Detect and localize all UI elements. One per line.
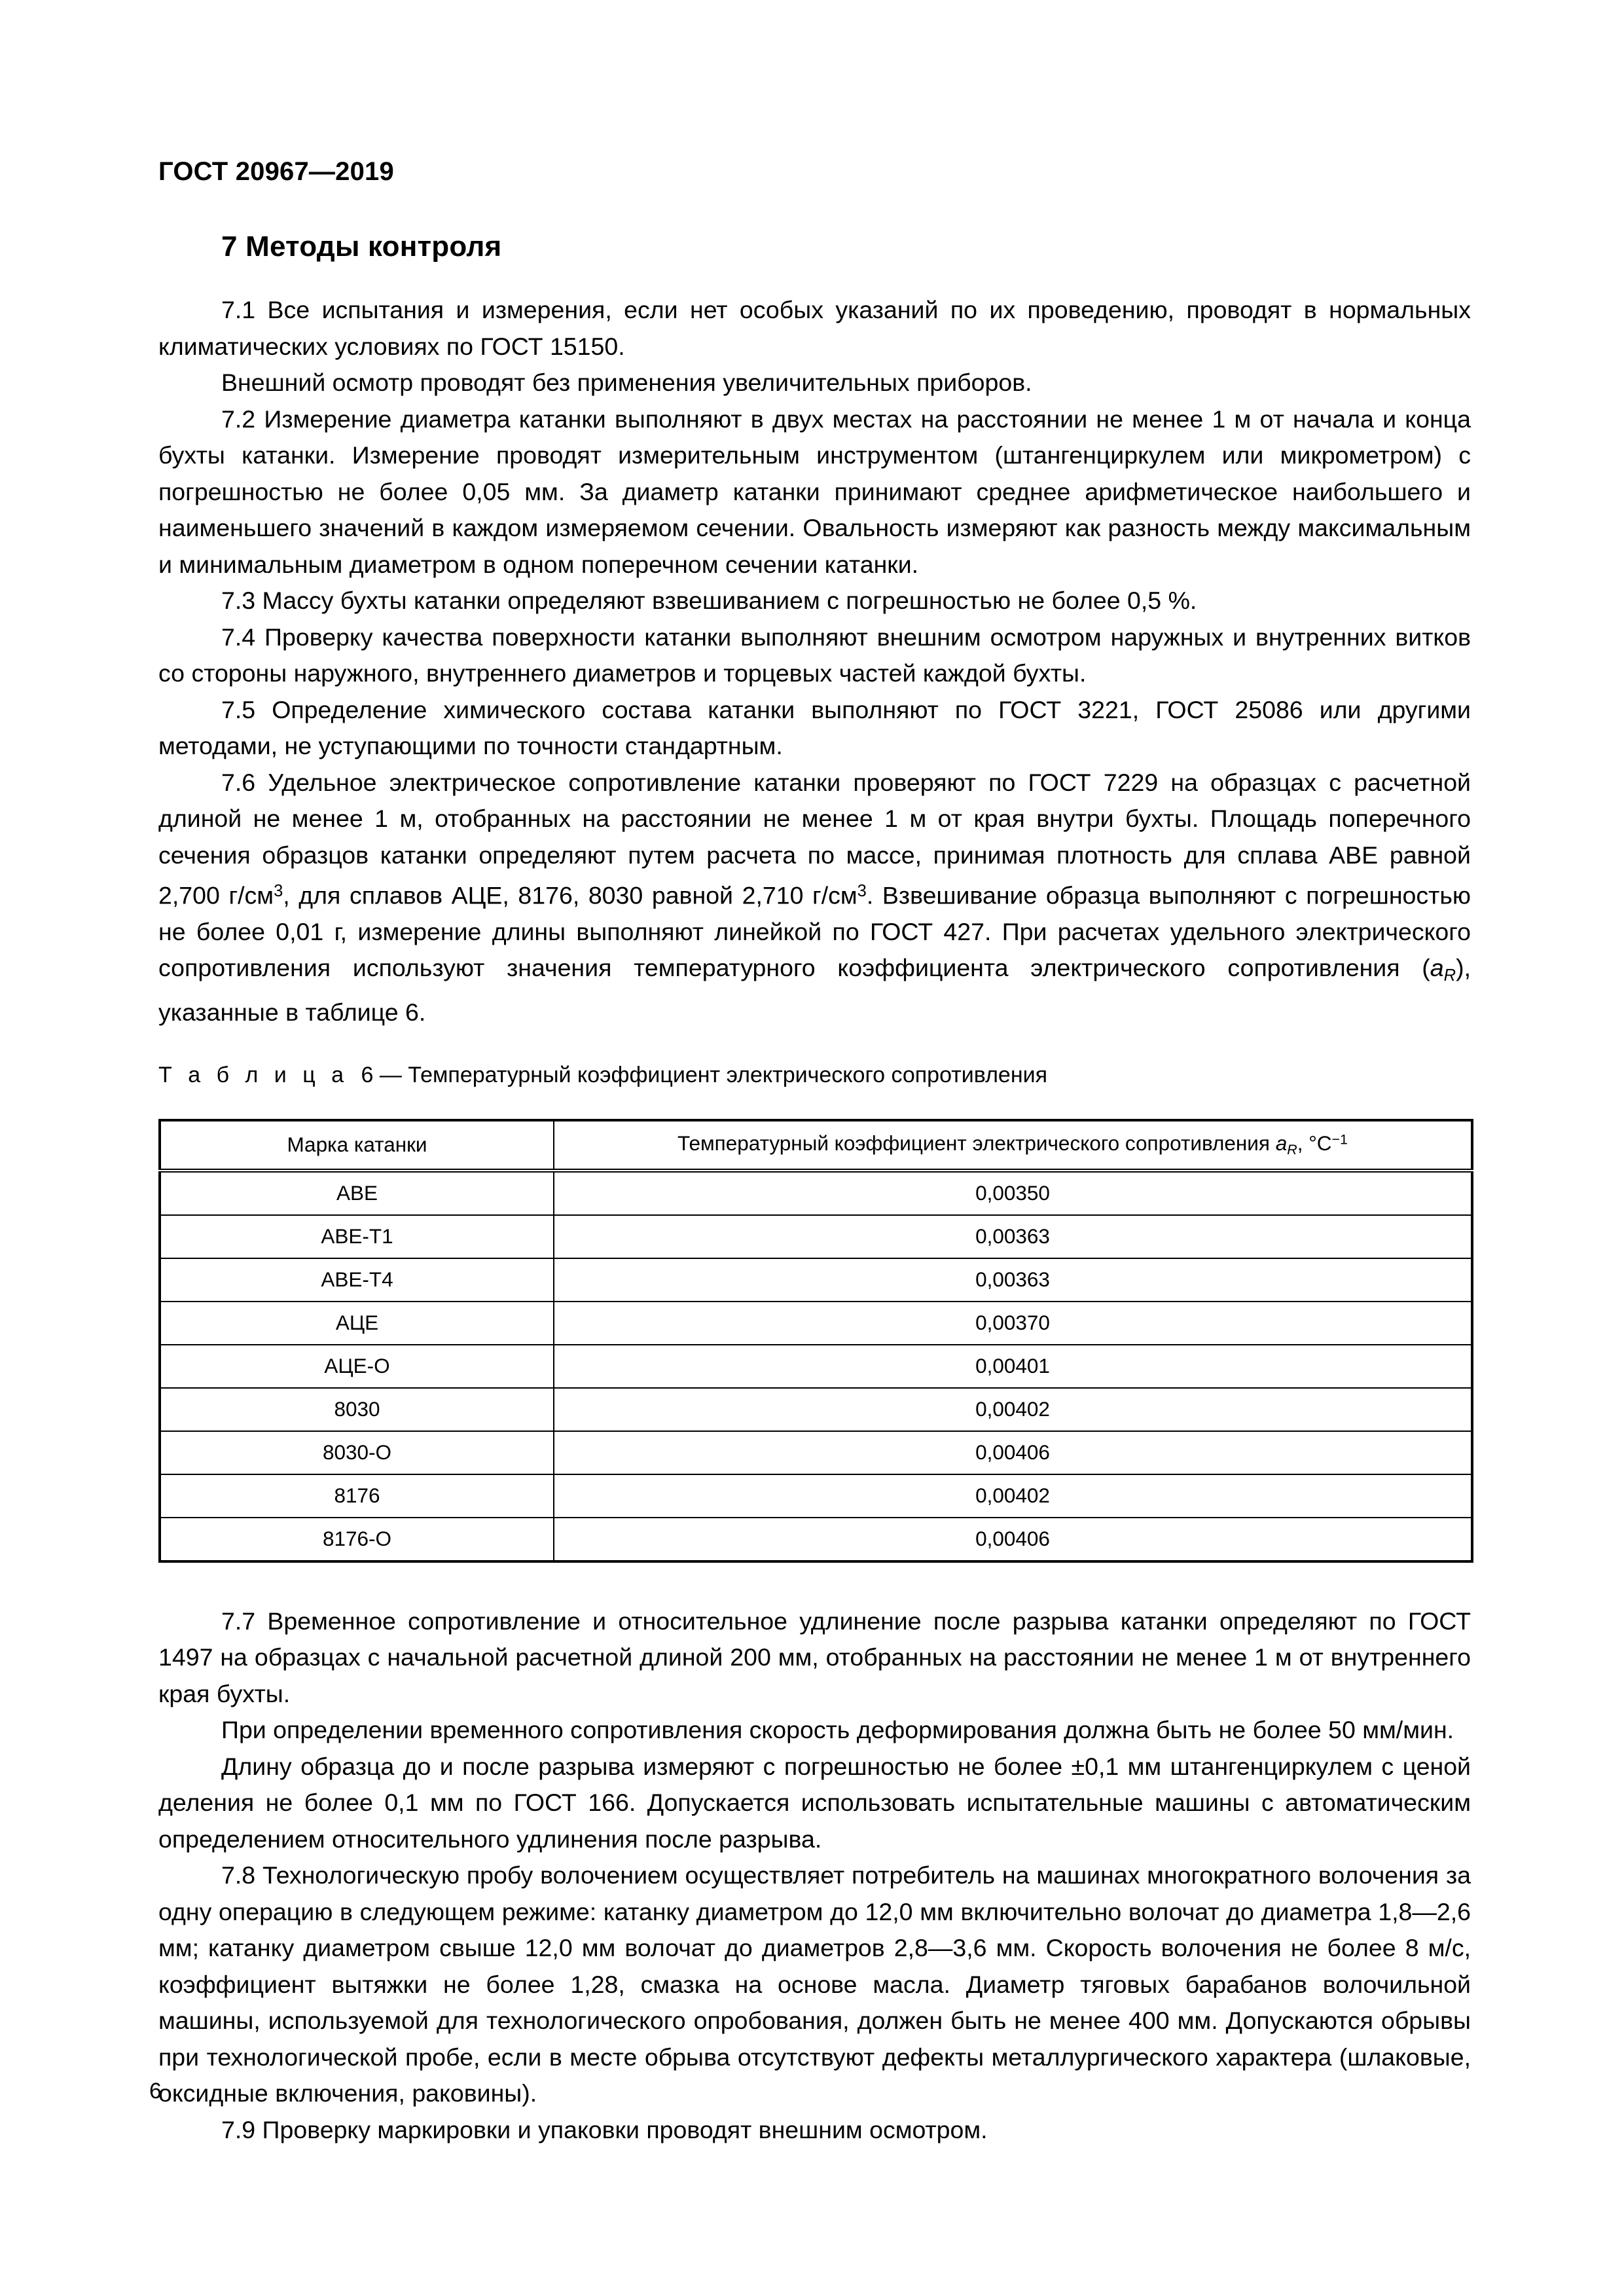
table-6-body — [160, 1171, 1472, 1561]
density-exponent-ace: 3 — [857, 882, 867, 900]
spacer-before-table-caption — [158, 1031, 1471, 1061]
table-6-caption-dash: — — [379, 1062, 402, 1087]
table-cell-grade: 8030-О — [160, 1431, 554, 1474]
table-cell-alpha: 0,00402 — [554, 1388, 1472, 1431]
table-cell-alpha: 0,00363 — [554, 1215, 1472, 1258]
table-row — [160, 1388, 1472, 1431]
table-row — [160, 1302, 1472, 1345]
table-6-header-coefficient — [554, 1120, 1472, 1171]
paragraph-7-9: 7.9 Проверку маркировки и упаковки проводят внешним осмотром. — [221, 2115, 988, 2143]
density-exponent-abe: 3 — [274, 882, 283, 900]
table-cell-alpha: 0,00401 — [554, 1345, 1472, 1388]
paragraph-7-6-part-a: 7.6 Удельное электрическое сопротивление катанки проверяют по ГОСТ 7229 на образцах с расчетной длиной не менее 1 м, отобранных на расстоянии не менее 1 м от края внутри бухты. Площадь поперечного сечения образцов катанки определяют путем расчета по массе, принимая плотность для сплава АВЕ равной 2,700 г/см — [158, 768, 1471, 909]
paragraph-7-7: 7.7 Временное сопротивление и относительное удлинение после разрыва катанки определяют по ГОСТ 1497 на образцах с начальной расчетной длиной 200 мм, отобранных на расстоянии не менее 1 м от внутреннего края бухты. — [158, 1607, 1471, 1707]
spacer-after-table — [158, 1563, 1471, 1603]
page-number: 6 — [149, 2079, 162, 2104]
table-cell-alpha: 0,00363 — [554, 1258, 1472, 1302]
table-6-header-symbol-a: a — [1275, 1131, 1288, 1156]
paragraph-7-8: 7.8 Технологическую пробу волочением осуществляет потребитель на машинах многократного волочения за одну операцию в следующем режиме: катанку диаметром до 12,0 мм включительно волочат до диаметра 1,8—2,6 мм; катанку диаметром свыше 12,0 мм волочат до диаметров 2,8—3,6 мм. Скорость волочения не более 8 м/с, коэффициент вытяжки не более 1,28, смазка на основе масла. Диаметр тяговых барабанов волочильной машины, используемой для технологического опробования, должен быть не менее 400 мм. Допускаются обрывы при технологической пробе, если в месте обрыва отсутствуют дефекты металлургического характера (шлаковые, оксидные включения, раковины). — [158, 1861, 1471, 2107]
table-row — [160, 1171, 1472, 1215]
table-6-header-symbol-a-subscript: R — [1287, 1142, 1297, 1158]
table-cell-grade: АВЕ-Т4 — [160, 1258, 554, 1302]
paragraph-7-7-deformation-speed: При определении временного сопротивления скорость деформирования должна быть не более 50 мм/мин. — [221, 1716, 1454, 1744]
paragraph-7-6-part-b: , для сплавов АЦЕ, 8176, 8030 равной 2,710 г/см — [283, 881, 857, 909]
paragraph-7-6 — [158, 765, 1471, 1031]
paragraph-7-5: 7.5 Определение химического состава катанки выполняют по ГОСТ 3221, ГОСТ 25086 или другими методами, не уступающими по точности стандартным. — [158, 695, 1471, 759]
table-6-header-unit: , °C — [1297, 1131, 1332, 1156]
table-row — [160, 1345, 1472, 1388]
table-6-header-grade: Марка катанки — [160, 1120, 554, 1171]
table-cell-grade: АВЕ-Т1 — [160, 1215, 554, 1258]
paragraph-7-6-part-d: ), указанные в таблице 6. — [158, 954, 1471, 1027]
table-cell-grade: 8030 — [160, 1388, 554, 1431]
table-row — [160, 1518, 1472, 1561]
table-6-temperature-coefficient — [158, 1119, 1473, 1563]
table-6-header-unit-exponent: −1 — [1331, 1131, 1348, 1148]
table-6-header — [160, 1120, 1472, 1171]
table-cell-grade: АЦЕ-О — [160, 1345, 554, 1388]
table-cell-grade: АВЕ — [160, 1171, 554, 1215]
table-row — [160, 1431, 1472, 1474]
table-cell-alpha: 0,00402 — [554, 1474, 1472, 1518]
table-cell-alpha: 0,00370 — [554, 1302, 1472, 1345]
spacer-after-table-caption — [158, 1089, 1471, 1119]
table-cell-alpha: 0,00350 — [554, 1171, 1472, 1215]
table-cell-grade: 8176-О — [160, 1518, 554, 1561]
paragraph-7-6-part-c: . Взвешивание образца выполняют с погрешностью не более 0,01 г, измерение длины выполняют линейкой по ГОСТ 427. При расчетах удельного электрического сопротивления используют значения температурного коэффициента электрического сопротивления ( — [158, 881, 1471, 982]
page-content — [158, 230, 1471, 2148]
running-header-standard-number: ГОСТ 20967—2019 — [158, 157, 394, 186]
paragraph-7-3: 7.3 Массу бухты катанки определяют взвешиванием с погрешностью не более 0,5 %. — [221, 587, 1197, 614]
paragraph-7-4: 7.4 Проверку качества поверхности катанки выполняют внешним осмотром наружных и внутренних витков со стороны наружного, внутреннего диаметров и торцевых частей каждой бухты. — [158, 623, 1471, 687]
table-cell-alpha: 0,00406 — [554, 1518, 1472, 1561]
table-cell-grade: АЦЕ — [160, 1302, 554, 1345]
paragraph-7-7-specimen-length: Длину образца до и после разрыва измеряют с погрешностью не более ±0,1 мм штангенциркулем с ценой деления не более 0,1 мм по ГОСТ 166. Допускается использовать испытательные машины с автоматическим определением относительного удлинения после разрыва. — [158, 1752, 1471, 1853]
table-cell-alpha: 0,00406 — [554, 1431, 1472, 1474]
table-cell-grade: 8176 — [160, 1474, 554, 1518]
paragraph-7-1-visual-inspection: Внешний осмотр проводят без применения увеличительных приборов. — [221, 369, 1032, 396]
table-row — [160, 1258, 1472, 1302]
table-row — [160, 1474, 1472, 1518]
table-6-caption-title: Температурный коэффициент электрического сопротивления — [408, 1062, 1048, 1087]
symbol-alpha-r: a — [1430, 954, 1444, 982]
symbol-alpha-r-subscript: R — [1443, 966, 1456, 985]
table-6-caption-label: Т а б л и ц а — [158, 1062, 349, 1087]
table-6-caption-number: 6 — [361, 1062, 374, 1087]
table-row — [160, 1215, 1472, 1258]
table-header-row — [160, 1120, 1472, 1171]
paragraph-7-1: 7.1 Все испытания и измерения, если нет особых указаний по их проведению, проводят в нормальных климатических условиях по ГОСТ 15150. — [158, 296, 1471, 360]
section-heading-7: 7 Методы контроля — [221, 230, 502, 263]
table-6-caption — [158, 1061, 1471, 1089]
paragraph-7-2: 7.2 Измерение диаметра катанки выполняют в двух местах на расстоянии не менее 1 м от начала и конца бухты катанки. Измерение проводят измерительным инструментом (штангенциркулем или микрометром) с погрешностью не более 0,05 мм. За диаметр катанки принимают среднее арифметическое наибольшего и наименьшего значений в каждом измеряемом сечении. Овальность измеряют как разность между максимальным и минимальным диаметром в одном поперечном сечении катанки. — [158, 405, 1471, 578]
table-6-header-coefficient-text: Температурный коэффициент электрического сопротивления — [677, 1131, 1276, 1156]
